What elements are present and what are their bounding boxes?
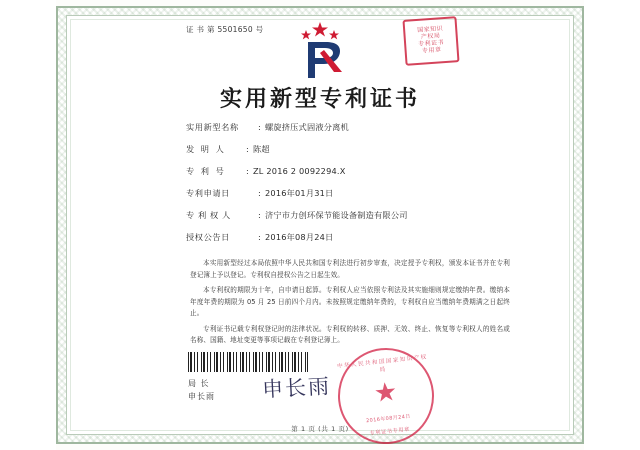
field-colon: :: [258, 232, 261, 242]
body-paragraph-1: 本实用新型经过本局依照中华人民共和国专利法进行初步审查，决定授予专利权，颁发本证书并在专利登记簿上予以登记。专利权自授权公告之日起生效。: [190, 259, 510, 279]
field-row-application-date: [186, 188, 526, 199]
page-left-margin: [0, 0, 56, 450]
certificate-fields: [186, 122, 526, 254]
page-right-margin: [584, 0, 640, 450]
field-label-patentee: 专 利 权 人: [186, 210, 231, 220]
top-seal-line-4: 专用章: [421, 46, 442, 55]
field-value-grant-date: 2016年08月24日: [265, 232, 334, 242]
page-footer: 第 1 页 (共 1 页): [291, 425, 349, 433]
top-seal-line-3: 专利证书: [417, 39, 445, 48]
signature-name-printed: 申长雨: [188, 391, 215, 401]
serial-number: 证 书 第 5501650 号: [186, 25, 264, 34]
field-label-utility-model-name: 实用新型名称: [186, 122, 239, 132]
field-value-application-date: 2016年01月31日: [265, 188, 334, 198]
field-label-grant-date: 授权公告日: [186, 232, 230, 242]
signature-title: 局 长: [188, 379, 210, 388]
body-paragraph-2: 本专利权的期限为十年，自申请日起算。专利权人应当依照专利法及其实施细则规定缴纳年费。缴纳本年度年费的期限为 05 月 25 日前四个月内。未按照规定缴纳年费的，专利权自应当缴纳年费期满之日起终止。: [190, 286, 510, 318]
field-value-inventor: 陈超: [253, 144, 270, 154]
body-paragraph-3: 专利证书记载专利权登记时的法律状况。专利权的转移、质押、无效、终止、恢复等专利权人的姓名或名称、国籍、地址变更等事项记载在专利登记簿上。: [190, 324, 510, 345]
star-icon: ★: [372, 376, 399, 410]
field-label-application-date: 专利申请日: [186, 188, 230, 198]
field-colon: :: [246, 166, 249, 176]
patent-emblem-icon: [268, 20, 372, 82]
top-seal-line-1: 国家知识: [416, 25, 444, 35]
field-value-patent-number: ZL 2016 2 0092294.X: [253, 166, 346, 176]
field-label-patent-number: 专 利 号: [186, 166, 226, 176]
field-colon: :: [246, 144, 249, 154]
field-label-inventor: 发 明 人: [186, 144, 226, 154]
field-colon: :: [258, 188, 261, 198]
field-row-patent-number: [186, 166, 526, 177]
page-title: 实用新型专利证书: [219, 87, 420, 112]
top-right-seal-icon: [402, 16, 459, 66]
field-row-utility-model-name: [186, 122, 526, 133]
field-colon: :: [258, 210, 261, 220]
field-value-patentee: 济宁市力创环保节能设备制造有限公司: [265, 210, 408, 220]
round-seal-bottom-text: 专利证书专用章: [369, 426, 411, 437]
round-seal-top-text: 中华人民共和国国家知识产权局: [336, 354, 428, 374]
field-colon: :: [258, 122, 261, 132]
round-seal-date: 2016年08月24日: [365, 413, 412, 425]
top-seal-line-2: 产权局: [420, 32, 441, 41]
field-row-grant-date: [186, 232, 526, 243]
certificate-body-text: [190, 258, 510, 351]
handwritten-signature: 申长雨: [261, 374, 332, 402]
field-value-utility-model-name: 螺旋挤压式固液分离机: [265, 122, 349, 132]
signature-block: [188, 378, 215, 404]
field-row-patentee: [186, 210, 526, 221]
barcode-icon: [188, 352, 308, 372]
field-row-inventor: [186, 144, 526, 155]
